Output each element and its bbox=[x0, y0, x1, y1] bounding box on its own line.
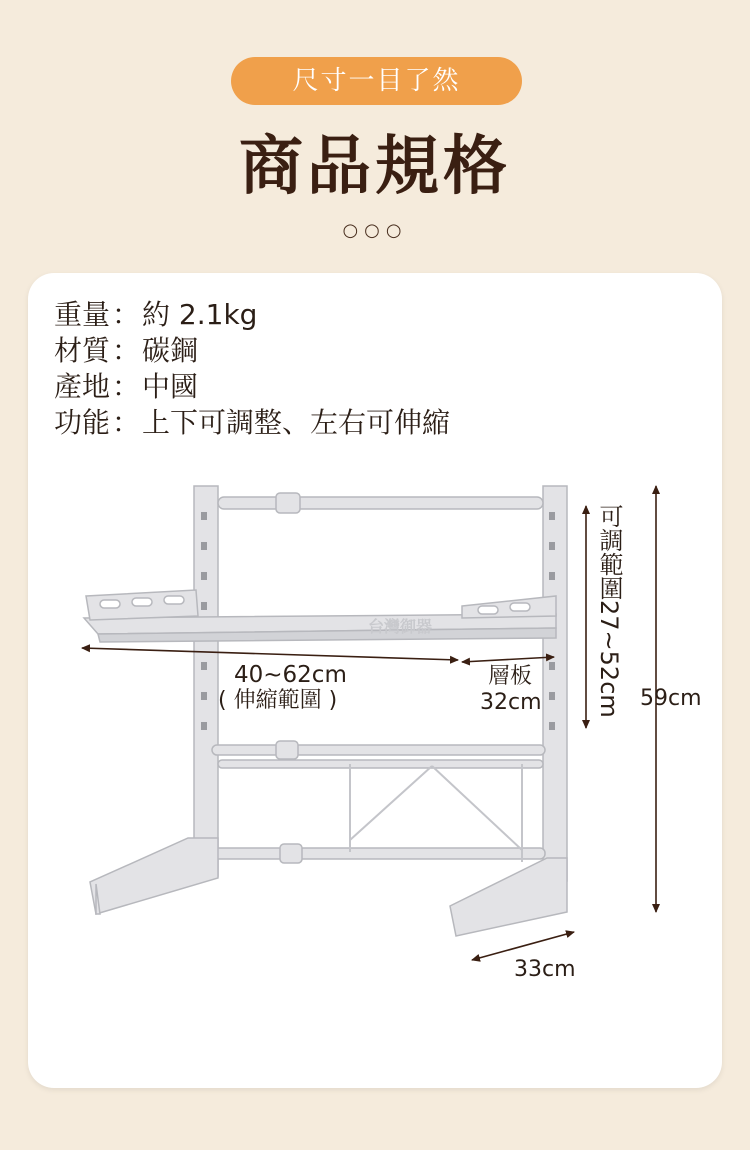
depth-label: 33cm bbox=[514, 957, 576, 982]
width-arrow bbox=[82, 648, 458, 660]
spec-separator: ： bbox=[112, 334, 141, 367]
shelf-depth-label: 32cm bbox=[480, 690, 542, 715]
spec-value: 碳鋼 bbox=[142, 334, 199, 367]
shelf-right-side bbox=[462, 596, 556, 618]
spec-key: 功能 bbox=[54, 406, 111, 439]
spec-separator: ： bbox=[112, 298, 141, 331]
section-badge: 尺寸一目了然 bbox=[231, 57, 522, 105]
watermark-logo: 台灣御器 bbox=[368, 617, 433, 636]
depth-arrow bbox=[472, 932, 574, 960]
rod-joint bbox=[276, 493, 300, 513]
width-range-note: ( 伸縮範圍 ) bbox=[218, 688, 338, 713]
spec-separator: ： bbox=[112, 406, 141, 439]
middle-rod bbox=[212, 745, 545, 755]
spec-value: 中國 bbox=[142, 370, 199, 403]
page-title: 商品規格 bbox=[239, 130, 511, 204]
width-range-label: 40~62cm bbox=[234, 662, 347, 688]
spec-separator: ： bbox=[112, 370, 141, 403]
height-label: 59cm bbox=[640, 686, 702, 711]
spec-value: 約 2.1kg bbox=[142, 298, 258, 331]
spec-key: 產地 bbox=[54, 370, 111, 403]
left-foot bbox=[90, 838, 218, 914]
adjust-range-label: 可調範圍27~52cm bbox=[595, 504, 623, 718]
middle-back-rod bbox=[218, 760, 543, 768]
decorative-dots: ○○○ bbox=[342, 220, 408, 241]
right-foot bbox=[450, 858, 567, 936]
spec-key: 材質 bbox=[54, 334, 111, 367]
shelf-label: 層板 bbox=[488, 664, 533, 689]
bottom-rod bbox=[212, 848, 545, 859]
shelf-depth-arrow bbox=[462, 657, 554, 662]
top-rod bbox=[218, 497, 543, 509]
spec-value: 上下可調整、左右可伸縮 bbox=[142, 406, 451, 439]
spec-key: 重量 bbox=[54, 298, 111, 331]
